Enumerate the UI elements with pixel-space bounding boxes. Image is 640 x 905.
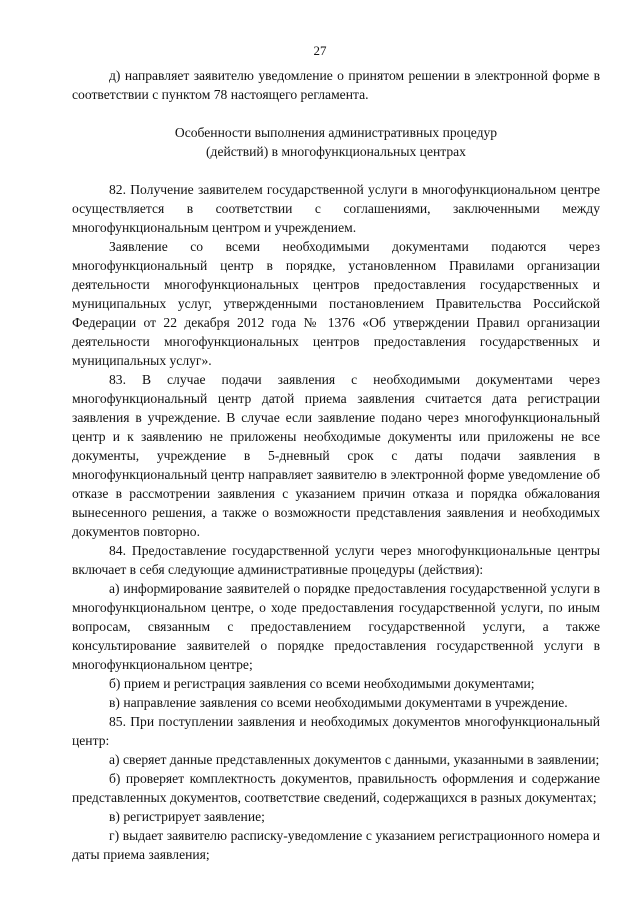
paragraph-84-item-v: в) направление заявления со всеми необходимыми документами в учреждение. bbox=[109, 695, 568, 710]
paragraph-85-item-v: в) регистрирует заявление; bbox=[109, 809, 265, 824]
paragraph-84-item-b: б) прием и регистрация заявления со всеми необходимыми документами; bbox=[109, 676, 535, 691]
section-heading-line-2: (действий) в многофункциональных центрах bbox=[206, 144, 466, 159]
paragraph-85: 85. При поступлении заявления и необходимых документов многофункциональный центр: bbox=[72, 714, 600, 748]
section-heading bbox=[72, 123, 600, 161]
page-number: 27 bbox=[313, 43, 327, 58]
paragraph-83: 83. В случае подачи заявления с необходимыми документами через многофункциональный центр датой приема заявления считается дата регистрации заявления в учреждение. В случае если заявление подано через многофункциональный центр и к заявлению не приложены необходимые документы или приложены не все документы, учреждение в 5-дневный срок с даты подачи заявления в многофункциональный центр направляет заявителю в электронной форме уведомление об отказе в рассмотрении заявления с указанием причин отказа и порядка обжалования вынесенного решения, а также о возможности представления заявления и необходимых документов повторно. bbox=[72, 372, 600, 539]
paragraph-84: 84. Предоставление государственной услуги через многофункциональные центры включает в себя следующие административные процедуры (действия): bbox=[72, 543, 600, 577]
paragraph-82-continued: Заявление со всеми необходимыми документами подаются через многофункциональный центр в порядке, установленном Правилами организации деятельности многофункциональных центров предоставления государственных и муниципальных услуг, утвержденными постановлением Правительства Российской Федерации от 22 декабря 2012 года № 1376 «Об утверждении Правил организации деятельности многофункциональных центров предоставления государственных и муниципальных услуг». bbox=[72, 239, 600, 368]
document-body bbox=[72, 66, 600, 864]
paragraph-85-item-b: б) проверяет комплектность документов, правильность оформления и содержание представленных документов, соответствие сведений, содержащихся в разных документах; bbox=[72, 771, 600, 805]
intro-item: д) направляет заявителю уведомление о принятом решении в электронной форме в соответствии с пунктом 78 настоящего регламента. bbox=[72, 68, 600, 102]
paragraph-85-item-a: а) сверяет данные представленных документов с данными, указанными в заявлении; bbox=[109, 752, 600, 767]
paragraph-84-item-a: а) информирование заявителей о порядке предоставления государственной услуги в многофункциональном центре, о ходе предоставления государственной услуги, по иным вопросам, связанным с предоставлением государственной услуги, а также консультирование заявителей о порядке предоставления государственной услуги в многофункциональном центре; bbox=[72, 581, 600, 672]
section-heading-line-1: Особенности выполнения административных процедур bbox=[174, 125, 498, 140]
paragraph-82: 82. Получение заявителем государственной услуги в многофункциональном центре осуществляется в соответствии с соглашениями, заключенными между многофункциональным центром и учреждением. bbox=[72, 182, 600, 235]
paragraph-85-item-g: г) выдает заявителю расписку-уведомление с указанием регистрационного номера и даты приема заявления; bbox=[72, 828, 600, 862]
